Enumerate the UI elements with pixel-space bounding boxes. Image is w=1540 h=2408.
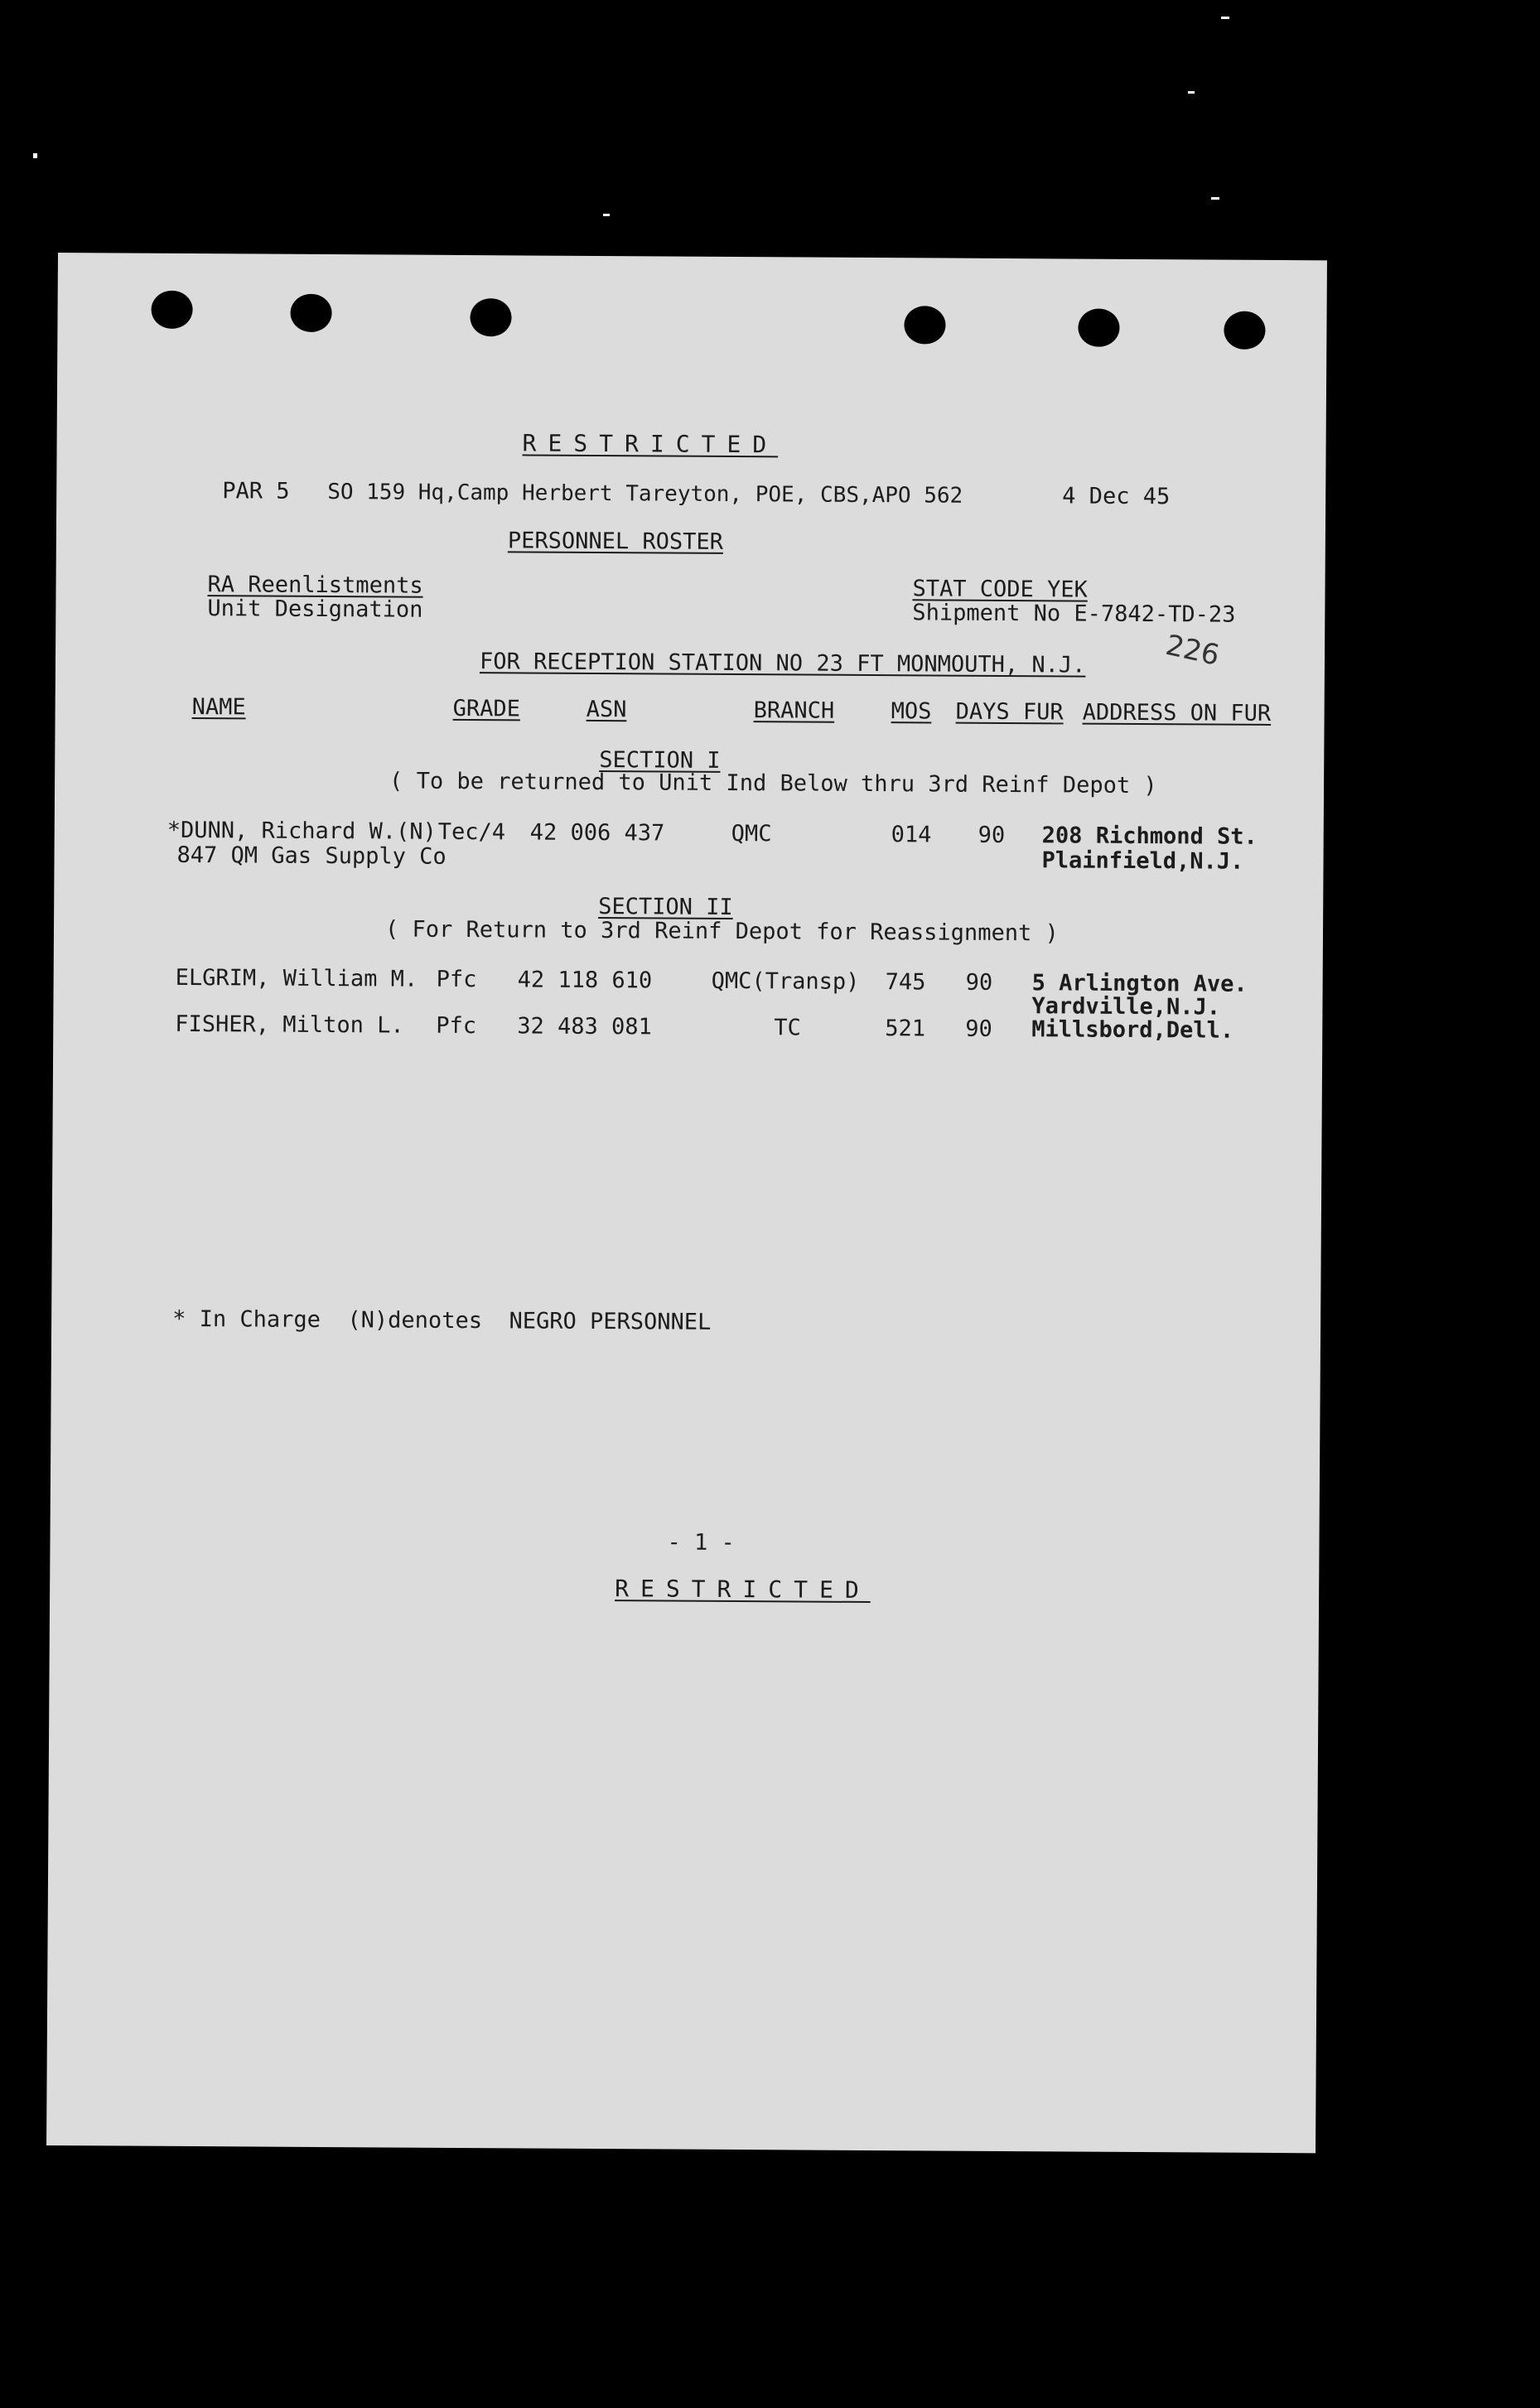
film-speck (1188, 91, 1195, 94)
row-branch: QMC (731, 820, 772, 847)
footnote: * In Charge (N)denotes NEGRO PERSONNEL (172, 1305, 712, 1335)
par-number: PAR 5 (222, 478, 290, 504)
punch-hole (1078, 309, 1119, 347)
col-days-fur: DAYS FUR (955, 698, 1064, 726)
punch-hole (470, 298, 511, 336)
row-name: FISHER, Milton L. (175, 1011, 404, 1039)
stat-code: STAT CODE YEK (912, 576, 1088, 603)
row-mos: 521 (885, 1016, 926, 1042)
row-grade: Pfc (436, 966, 477, 993)
row-mos: 745 (885, 969, 926, 996)
page-number: - 1 - (667, 1529, 735, 1556)
punch-hole (904, 306, 945, 344)
handwritten-mark: 226 (1162, 628, 1223, 673)
row-asn: 32 483 081 (517, 1013, 652, 1040)
punch-hole (151, 291, 192, 329)
classification-top: RESTRICTED (522, 429, 779, 459)
section2-note: ( For Return to 3rd Reinf Depot for Reassignment ) (384, 916, 1059, 947)
row-address-line2: Plainfield,N.J. (1041, 847, 1244, 875)
row-days: 90 (965, 1016, 992, 1042)
row-grade: Tec/4 (437, 818, 506, 846)
col-asn: ASN (586, 696, 627, 723)
row-name: ELGRIM, William M. (175, 964, 418, 992)
row-grade: Pfc (436, 1012, 477, 1040)
section1-note: ( To be returned to Unit Ind Below thru 3rd Reinf Depot ) (389, 768, 1157, 799)
film-speck (1211, 197, 1219, 200)
col-mos: MOS (891, 698, 932, 725)
roster-title: PERSONNEL ROSTER (507, 528, 724, 555)
section1-title: SECTION I (599, 747, 721, 774)
row-days: 90 (965, 969, 993, 996)
col-grade: GRADE (452, 695, 521, 722)
punch-hole (1224, 311, 1265, 350)
row-asn: 42 118 610 (517, 967, 653, 994)
row-asn: 42 006 437 (529, 819, 665, 847)
row-unit-line: 847 QM Gas Supply Co (176, 842, 447, 870)
row-address-line2: Yardville,N.J. (1031, 993, 1221, 1021)
special-order: SO 159 Hq,Camp Herbert Tareyton, POE, CBS,APO 562 (327, 479, 963, 509)
col-branch: BRANCH (753, 697, 835, 724)
punch-hole (290, 294, 331, 332)
document-page (46, 253, 1327, 2153)
row-mos: 014 (891, 822, 932, 848)
col-name: NAME (191, 693, 246, 721)
film-speck (33, 153, 37, 158)
row-branch: TC (774, 1015, 801, 1041)
col-address: ADDRESS ON FUR (1082, 699, 1272, 726)
film-speck (603, 214, 610, 216)
unit-designation-label: Unit Designation (207, 596, 423, 623)
classification-bottom: RESTRICTED (615, 1575, 871, 1605)
row-address-line1: Millsbord,Dell. (1031, 1016, 1234, 1044)
unit-name: RA Reenlistments (207, 572, 423, 599)
row-name: *DUNN, Richard W.(N) (167, 817, 437, 845)
row-branch: QMC(Transp) (711, 968, 860, 995)
order-date: 4 Dec 45 (1062, 483, 1171, 510)
destination: FOR RECEPTION STATION NO 23 FT MONMOUTH, N.J. (479, 649, 1086, 678)
shipment-number: Shipment No E-7842-TD-23 (912, 600, 1236, 628)
row-days: 90 (978, 822, 1006, 848)
film-speck (1221, 17, 1229, 19)
row-address-line1: 208 Richmond St. (1041, 823, 1258, 850)
row-address-line1: 5 Arlington Ave. (1031, 970, 1248, 997)
section2-title: SECTION II (598, 893, 733, 920)
